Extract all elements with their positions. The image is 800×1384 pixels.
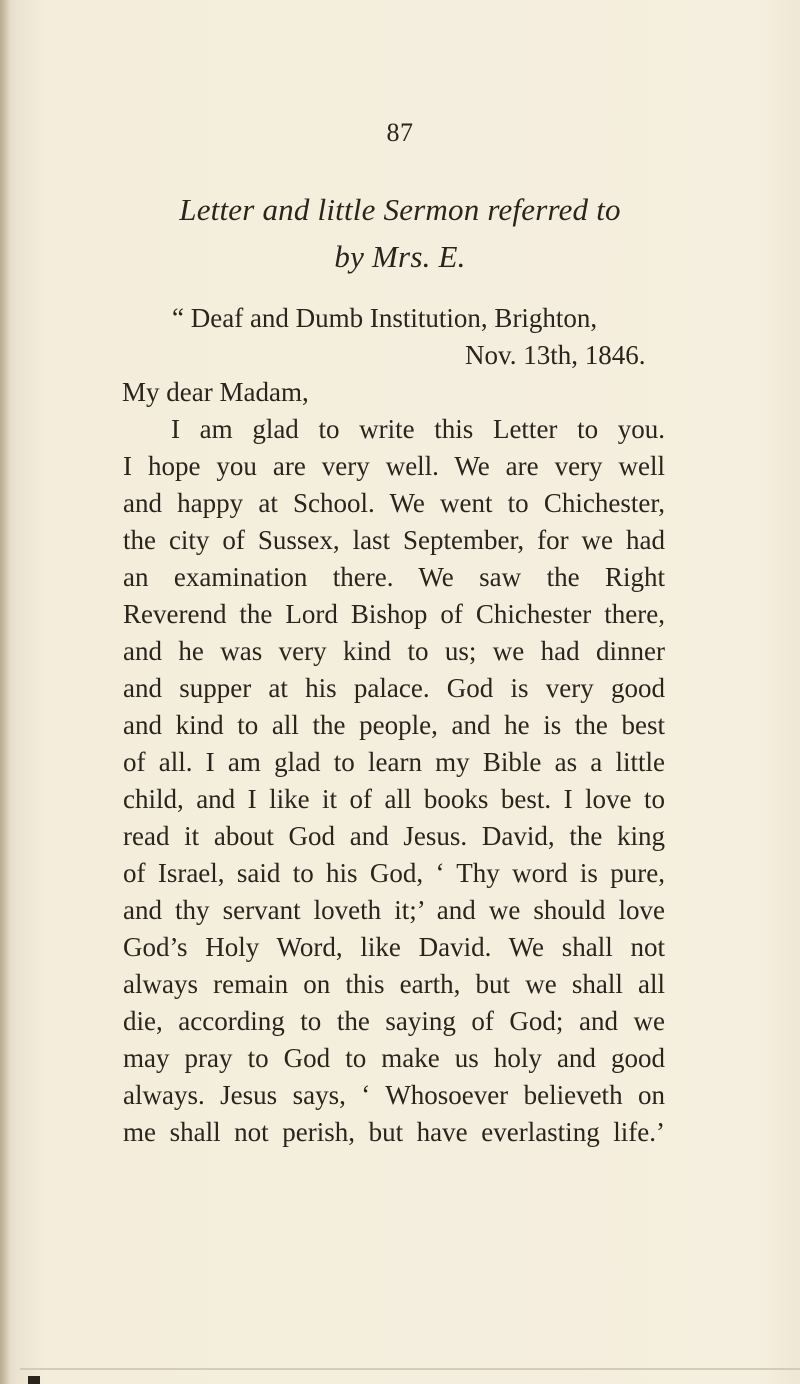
heading-line-2: by Mrs. E. [334, 239, 466, 274]
body-line: and kind to all the people, and he is the best [123, 710, 665, 740]
salutation: My dear Madam, [122, 377, 309, 407]
body-line: of all. I am glad to learn my Bible as a little [123, 747, 665, 777]
section-heading [120, 186, 680, 280]
body-line: read it about God and Jesus. David, the king [123, 821, 665, 851]
body-line: Reverend the Lord Bishop of Chichester there, [123, 599, 665, 629]
body-line: and happy at School. We went to Chichester, [123, 488, 665, 518]
body-line: me shall not perish, but have everlasting life.’ [123, 1117, 665, 1147]
body-line: and thy servant loveth it;’ and we should love [123, 895, 665, 925]
body-line: the city of Sussex, last September, for we had [123, 525, 665, 555]
body-line: die, according to the saying of God; and we [123, 1006, 665, 1036]
body-line: always remain on this earth, but we shall all [123, 969, 665, 999]
body-line: always. Jesus says, ‘ Whosoever believeth on [123, 1080, 665, 1110]
dateline-line-1: “ Deaf and Dumb Institution, Brighton, [172, 303, 598, 333]
binding-gutter-shadow [0, 0, 10, 1384]
body-line: may pray to God to make us holy and good [123, 1043, 665, 1073]
body-line: I am glad to write this Letter to you. [171, 414, 665, 444]
body-line: and he was very kind to us; we had dinner [123, 636, 665, 666]
page-number: 87 [386, 118, 414, 147]
body-line: I hope you are very well. We are very well [123, 451, 665, 481]
body-line: an examination there. We saw the Right [123, 562, 665, 592]
body-line: child, and I like it of all books best. I love to [123, 784, 665, 814]
corner-ink-mark [28, 1376, 40, 1384]
body-line: of Israel, said to his God, ‘ Thy word is pure, [123, 858, 665, 888]
body-line: and supper at his palace. God is very good [123, 673, 665, 703]
body-line: God’s Holy Word, like David. We shall not [123, 932, 665, 962]
heading-line-1: Letter and little Sermon referred to [179, 192, 621, 227]
page-bottom-edge [20, 1368, 800, 1370]
dateline-line-2: Nov. 13th, 1846. [465, 340, 646, 370]
